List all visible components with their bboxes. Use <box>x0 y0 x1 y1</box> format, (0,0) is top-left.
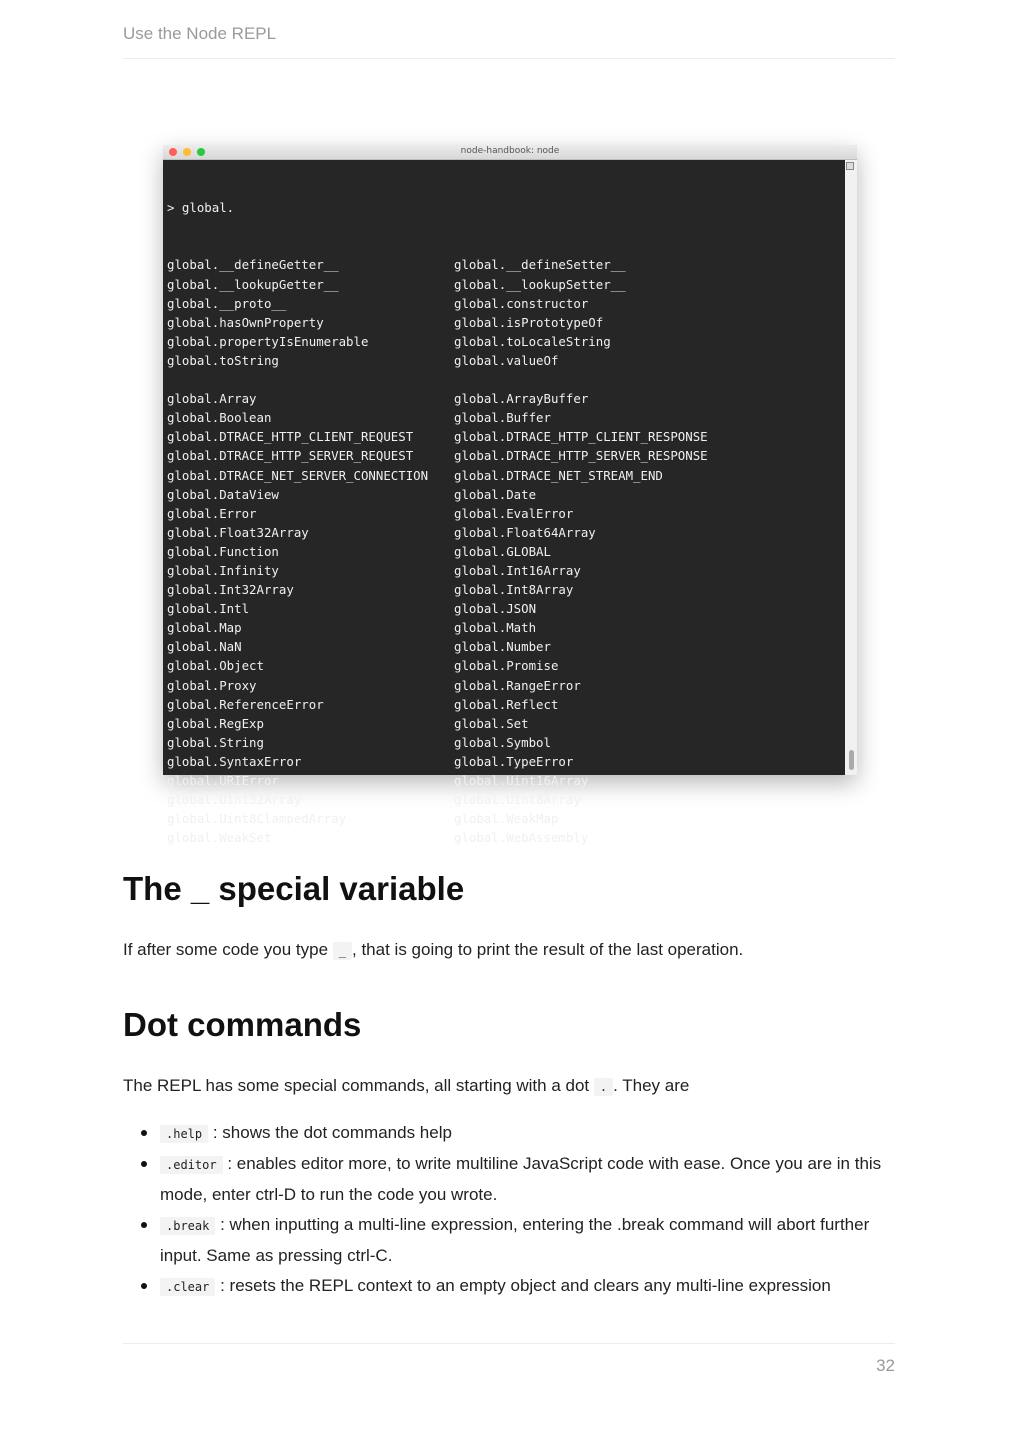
terminal-row <box>167 542 843 561</box>
command-code: .break <box>160 1217 215 1235</box>
section-heading-dot-commands: Dot commands <box>123 1006 362 1043</box>
terminal-row <box>167 427 843 446</box>
completion-item: global.constructor <box>454 295 589 311</box>
completion-item: global.String <box>167 734 264 750</box>
completion-item: global.Float64Array <box>454 524 596 540</box>
list-item <box>123 1210 903 1271</box>
terminal-row <box>167 255 843 274</box>
terminal-row <box>167 618 843 637</box>
completion-item: global.GLOBAL <box>454 543 551 559</box>
terminal-row <box>167 351 843 370</box>
completion-item: global.Uint8ClampedArray <box>167 811 347 827</box>
terminal-row <box>167 466 843 485</box>
footer-divider <box>123 1343 895 1344</box>
text-segment: The REPL has some special commands, all starting with a dot <box>123 1076 594 1095</box>
terminal-row <box>167 408 843 427</box>
completion-item: global.DTRACE_HTTP_SERVER_RESPONSE <box>454 448 708 464</box>
list-item <box>123 1271 903 1302</box>
terminal-row <box>167 370 843 389</box>
completion-item: global.toLocaleString <box>454 333 611 349</box>
text-segment: , that is going to print the result of the last operation. <box>352 940 744 959</box>
completion-item: global.valueOf <box>454 352 559 368</box>
text-segment: If after some code you type <box>123 940 333 959</box>
terminal-scrollbar <box>845 160 857 775</box>
header-divider <box>123 58 895 59</box>
completion-item: global.Map <box>167 620 242 636</box>
special-variable-paragraph <box>123 940 743 960</box>
command-description: : shows the dot commands help <box>212 1123 452 1142</box>
command-code: .editor <box>160 1156 223 1174</box>
completion-item: global.DTRACE_NET_SERVER_CONNECTION <box>167 467 429 483</box>
terminal-row <box>167 332 843 351</box>
completion-item: global.DTRACE_NET_STREAM_END <box>454 467 663 483</box>
scrollbar-thumb <box>849 750 854 770</box>
completion-item: global.Intl <box>167 601 250 617</box>
terminal-row <box>167 561 843 580</box>
completion-item: global.__proto__ <box>167 295 287 311</box>
terminal-row <box>167 637 843 656</box>
terminal-output <box>167 160 843 847</box>
completion-item: global.Uint32Array <box>167 792 302 808</box>
inline-code: _ <box>333 942 352 960</box>
list-item <box>123 1149 903 1210</box>
completion-item: global.__lookupGetter__ <box>167 276 339 292</box>
completion-item: global.Number <box>454 639 551 655</box>
scroll-arrow-icon <box>846 162 854 170</box>
completion-item: global.toString <box>167 352 279 368</box>
terminal-row <box>167 809 843 828</box>
terminal-row <box>167 676 843 695</box>
terminal-row <box>167 656 843 675</box>
completion-item: global.Math <box>454 620 537 636</box>
terminal-row <box>167 504 843 523</box>
completion-item: global.Float32Array <box>167 524 309 540</box>
terminal-row <box>167 485 843 504</box>
command-description: : resets the REPL context to an empty object and clears any multi-line expression <box>220 1276 831 1295</box>
terminal-row <box>167 771 843 790</box>
terminal-row <box>167 752 843 771</box>
completion-item: global.Int16Array <box>454 562 581 578</box>
terminal-row <box>167 733 843 752</box>
completion-item: global.Symbol <box>454 734 551 750</box>
completion-item: global.RegExp <box>167 715 264 731</box>
completion-item: global.ReferenceError <box>167 696 324 712</box>
completion-item: global.TypeError <box>454 753 574 769</box>
completion-item: global.propertyIsEnumerable <box>167 333 369 349</box>
completion-item: global.hasOwnProperty <box>167 314 324 330</box>
page-number: 32 <box>876 1356 895 1375</box>
completion-item: global.Function <box>167 543 279 559</box>
completion-item: global.DTRACE_HTTP_CLIENT_RESPONSE <box>454 429 708 445</box>
completion-item: global.DTRACE_HTTP_CLIENT_REQUEST <box>167 429 414 445</box>
completion-item: global.Infinity <box>167 562 279 578</box>
completion-item: global.Boolean <box>167 410 272 426</box>
completion-item: global.WeakMap <box>454 811 559 827</box>
terminal-titlebar <box>163 145 857 160</box>
terminal-row <box>167 523 843 542</box>
completion-item: global.SyntaxError <box>167 753 302 769</box>
completion-item: global.RangeError <box>454 677 581 693</box>
command-code: .clear <box>160 1278 215 1296</box>
completion-item: global.Uint16Array <box>454 773 589 788</box>
terminal-row <box>167 714 843 733</box>
command-code: .help <box>160 1125 208 1143</box>
terminal-row <box>167 275 843 294</box>
terminal-row <box>167 790 843 809</box>
terminal-row <box>167 695 843 714</box>
completion-item: global.Object <box>167 658 264 674</box>
completion-item: global.Set <box>454 715 529 731</box>
command-description: : when inputting a multi-line expression, entering the .break command will abort further input. Same as pressing ctrl-C. <box>160 1215 870 1265</box>
completion-item: global.Proxy <box>167 677 257 693</box>
completion-item: global.WeakSet <box>167 830 272 846</box>
completion-item: global.ArrayBuffer <box>454 391 589 407</box>
completion-item: global.Int8Array <box>454 582 574 598</box>
completion-item: global.isPrototypeOf <box>454 314 604 330</box>
completion-item: global.Reflect <box>454 696 559 712</box>
completion-item: global.JSON <box>454 601 537 617</box>
dot-commands-intro <box>123 1076 689 1096</box>
completion-item: global.DTRACE_HTTP_SERVER_REQUEST <box>167 448 414 464</box>
list-item <box>123 1118 903 1149</box>
terminal-screenshot <box>163 145 857 846</box>
completion-item: global.DataView <box>167 486 279 502</box>
terminal-row <box>167 599 843 618</box>
completion-item: global.Array <box>167 391 257 407</box>
completion-item: global.Promise <box>454 658 559 674</box>
completion-item: global.__lookupSetter__ <box>454 276 626 292</box>
terminal-row <box>167 828 843 847</box>
completion-item: global.Int32Array <box>167 582 294 598</box>
terminal-prompt: > global. <box>167 200 235 216</box>
completion-item: global.EvalError <box>454 505 574 521</box>
text-segment: . They are <box>613 1076 690 1095</box>
terminal-row <box>167 580 843 599</box>
completion-item: global.URIError <box>167 773 279 788</box>
section-heading-special-variable: The _ special variable <box>123 870 465 907</box>
running-header: Use the Node REPL <box>123 24 277 43</box>
completion-item: global.WebAssembly <box>454 830 589 846</box>
completion-item: global.Buffer <box>454 410 551 426</box>
inline-code: . <box>594 1078 613 1096</box>
completion-item: global.__defineGetter__ <box>167 257 339 273</box>
terminal-row <box>167 389 843 408</box>
dot-commands-list <box>123 1118 903 1302</box>
completion-item: global.__defineSetter__ <box>454 257 626 273</box>
completion-item: global.Uint8Array <box>454 792 581 808</box>
completion-item: global.Error <box>167 505 257 521</box>
terminal-row <box>167 313 843 332</box>
completion-item: global.NaN <box>167 639 242 655</box>
terminal-row <box>167 446 843 465</box>
completion-item: global.Date <box>454 486 537 502</box>
terminal-row <box>167 294 843 313</box>
terminal-title: node-handbook: node <box>460 146 560 156</box>
command-description: : enables editor more, to write multiline JavaScript code with ease. Once you are in this mode, enter ctrl-D to run the code you wrote. <box>160 1154 882 1204</box>
